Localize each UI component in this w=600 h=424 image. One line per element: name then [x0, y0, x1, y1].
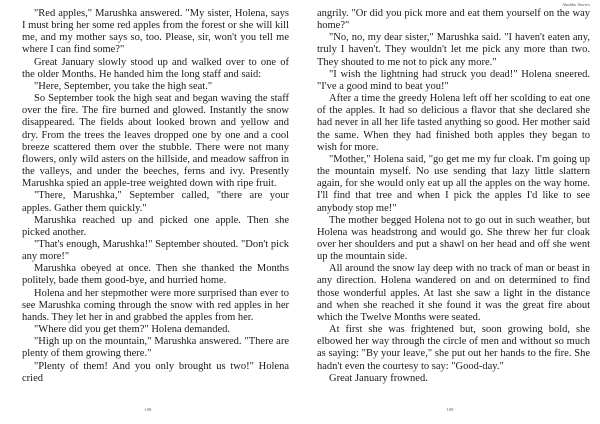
paragraph: "Where did you get them?" Holena demanded. [34, 324, 231, 336]
paragraph: Marushka reached up and picked one apple. Then she picked another. [22, 214, 289, 238]
right-text-block [317, 8, 590, 385]
paragraph: At first she was frightened but, soon growing bold, she elbowed her way through the circle of men and without so much as saying: "By your leave," she put out her hands to the fire. She hadn't even the courtesy to say: "Good-day." [317, 324, 590, 372]
paragraph: "High up on the mountain," Marushka answered. "There are plenty of them growing there." [22, 336, 289, 360]
paragraph: "I wish the lightning had struck you dead!" Holena sneered. "I've a good mind to beat you!" [317, 68, 590, 92]
paragraph: Holena and her stepmother were more surprised than ever to see Marushka coming through the snow with red apples in her hands. They let her in and grabbed the apples from her. [22, 287, 289, 323]
paragraph: Marushka obeyed at once. Then she thanked the Months politely, bade them good-bye, and hurried home. [22, 263, 289, 287]
right-page [300, 0, 600, 424]
paragraph: So September took the high seat and began waving the staff over the fire. The fire burned and glowed. Instantly the snow disappeared. The fields about looked brown and yellow and dry. From the trees the leaves dropped one by one and a cool breeze scattered them over the stubble. There were not many flowers, only wild asters on the hillside, and meadow saffron in the valleys, and under the beeches, ferns and ivy. Presently Marushka spied an apple-tree weighted down with ripe fruit. [22, 93, 289, 190]
paragraph: Great January frowned. [329, 372, 428, 384]
paragraph: "No, no, my dear sister," Marushka said. "I haven't eaten any, truly I haven't. They wouldn't let me pick any more than two. They shouted to me not to pick any more." [317, 32, 590, 68]
page-number-right: 109 [446, 407, 454, 412]
paragraph: All around the snow lay deep with no track of man or beast in any direction. Holena wandered on and on determined to find those wonderful apples. At last she saw a light in the distance and when she reached it she found it was the great fire about which the Twelve Months were seated. [317, 263, 590, 323]
paragraph: After a time the greedy Holena left off her scolding to eat one of the apples. It had so delicious a flavor that she declared she had never in all her life tasted anything so good. Her mother said the same. When they had finished both apples they began to wish for more. [317, 93, 590, 153]
paragraph: Great January slowly stood up and walked over to one of the older Months. He handed him the long staff and said: [22, 56, 289, 80]
page-number-left: 108 [144, 407, 152, 412]
paragraph: "That's enough, Marushka!" September shouted. "Don't pick any more!" [22, 238, 289, 263]
paragraph: "Red apples," Marushka answered. "My sister, Holena, says I must bring her some red apples from the forest or she will kill me, and my mother says so, too. Please, sir, won't you tell me where I can find some?" [22, 8, 289, 56]
left-text-block [22, 8, 289, 385]
paragraph: "Plenty of them! And you only brought us two!" Holena cried [22, 360, 289, 384]
paragraph: "Mother," Holena said, "go get me my fur cloak. I'm going up the mountain myself. No use sending that lazy little slattern again, for she would only eat up all the apples on the way home. I'll find that tree and when I pick the apples I'd like to see anybody stop me!" [317, 153, 590, 214]
running-head: Aladdin Stories [562, 2, 590, 7]
continued-paragraph: angrily. "Or did you pick more and eat them yourself on the way home?" [317, 8, 590, 32]
paragraph: "Here, September, you take the high seat." [34, 80, 213, 92]
paragraph: The mother begged Holena not to go out in such weather, but Holena was headstrong and would go. She threw her fur cloak over her shoulders and put a shawl on her head and off she went up the mountain side. [317, 214, 590, 263]
paragraph: "There, Marushka," September called, "there are your apples. Gather them quickly." [22, 190, 289, 214]
